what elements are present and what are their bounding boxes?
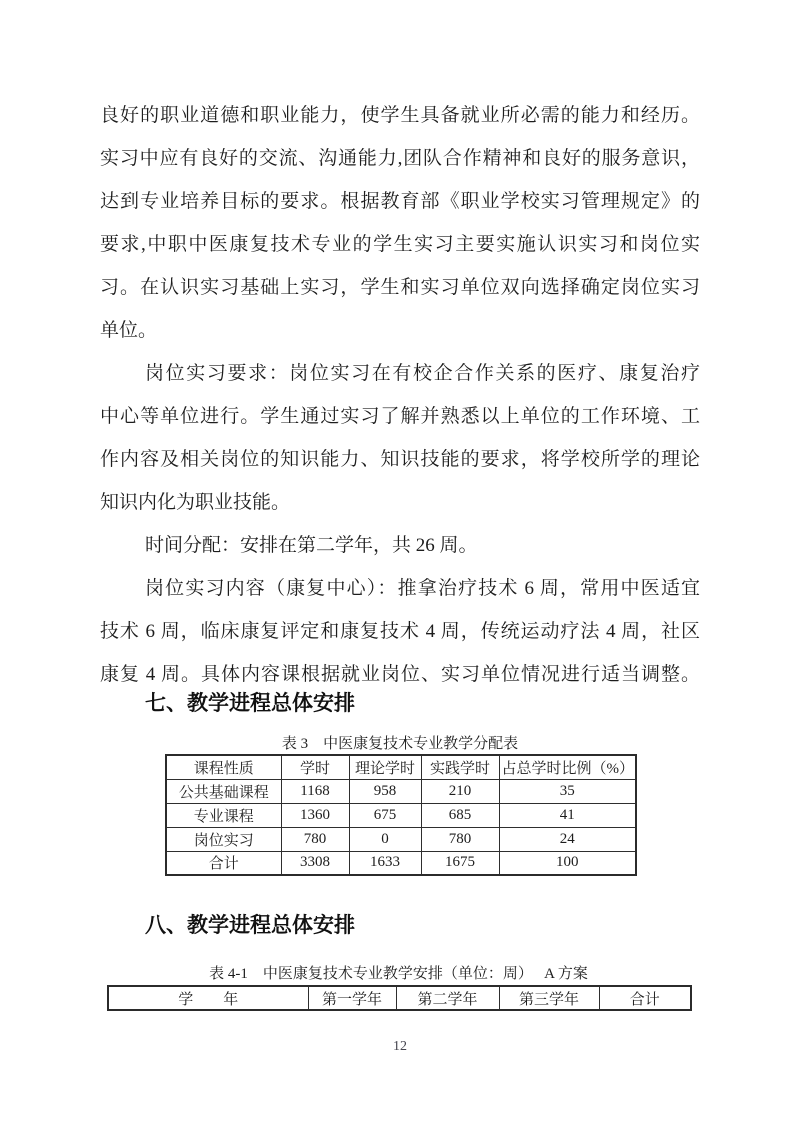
table3-cell: 1360	[281, 803, 349, 827]
table41-teaching-schedule	[107, 985, 692, 1011]
table3-cell: 685	[421, 803, 499, 827]
table3-cell: 780	[281, 827, 349, 851]
table3-header-cell: 课程性质	[166, 755, 281, 779]
table3-cell: 675	[349, 803, 421, 827]
body-text-line: 要求,中职中医康复技术专业的学生实习主要实施认识实习和岗位实	[100, 234, 700, 255]
body-text-line: 习。在认识实习基础上实习，学生和实习单位双向选择确定岗位实习	[100, 277, 700, 298]
body-text-line: 康复 4 周。具体内容课根据就业岗位、实习单位情况进行适当调整。	[100, 664, 700, 685]
table3-header-cell: 占总学时比例（%）	[499, 755, 636, 779]
table3-header-cell: 实践学时	[421, 755, 499, 779]
table3-cell: 210	[421, 779, 499, 803]
table3-cell: 780	[421, 827, 499, 851]
table41-header-cell: 第一学年	[308, 986, 396, 1010]
section-heading-eight: 八、教学进程总体安排	[145, 914, 355, 937]
body-text-line: 时间分配：安排在第二学年，共 26 周。	[145, 535, 478, 556]
table3-cell: 1633	[349, 851, 421, 875]
table3-header-cell: 学时	[281, 755, 349, 779]
paragraph-internship-overview	[100, 94, 700, 352]
body-text-line: 实习中应有良好的交流、沟通能力,团队合作精神和良好的服务意识，	[100, 148, 700, 169]
table3-cell: 0	[349, 827, 421, 851]
table3-cell: 958	[349, 779, 421, 803]
table3-cell: 合计	[166, 851, 281, 875]
table3-cell: 1675	[421, 851, 499, 875]
table41-caption: 表 4-1 中医康复技术专业教学安排（单位：周） A 方案	[209, 966, 588, 982]
table3-row	[166, 827, 636, 851]
table3-cell: 24	[499, 827, 636, 851]
table41-header-cell: 学 年	[108, 986, 308, 1010]
table3-row	[166, 803, 636, 827]
table3-row	[166, 851, 636, 875]
table41-header-row	[108, 986, 691, 1010]
table3-teaching-allocation	[165, 754, 637, 876]
table3-cell: 35	[499, 779, 636, 803]
table3-cell: 专业课程	[166, 803, 281, 827]
paragraph-internship-content	[100, 567, 700, 696]
table3-cell: 100	[499, 851, 636, 875]
body-text-line: 中心等单位进行。学生通过实习了解并熟悉以上单位的工作环境、工	[100, 406, 700, 427]
table3-cell: 公共基础课程	[166, 779, 281, 803]
table3-caption: 表 3 中医康复技术专业教学分配表	[281, 736, 519, 752]
table3-cell: 3308	[281, 851, 349, 875]
body-text-line: 达到专业培养目标的要求。根据教育部《职业学校实习管理规定》的	[100, 191, 700, 212]
page-number: 12	[393, 1039, 407, 1054]
paragraph-internship-requirements	[100, 352, 700, 524]
table3-cell: 41	[499, 803, 636, 827]
table3-header-cell: 理论学时	[349, 755, 421, 779]
body-text-line: 岗位实习要求：岗位实习在有校企合作关系的医疗、康复治疗	[145, 363, 700, 384]
table41-header-cell: 合计	[599, 986, 691, 1010]
table3-row	[166, 779, 636, 803]
table3-cell: 岗位实习	[166, 827, 281, 851]
table3-cell: 1168	[281, 779, 349, 803]
body-text-line: 技术 6 周，临床康复评定和康复技术 4 周，传统运动疗法 4 周，社区	[100, 621, 700, 642]
table3-header-row	[166, 755, 636, 779]
table41-header-cell: 第二学年	[396, 986, 499, 1010]
body-text-line: 良好的职业道德和职业能力，使学生具备就业所必需的能力和经历。	[100, 105, 700, 126]
paragraph-time-allocation	[100, 524, 700, 567]
section-heading-seven: 七、教学进程总体安排	[145, 692, 355, 715]
body-text-line: 单位。	[100, 320, 158, 341]
body-text-line: 作内容及相关岗位的知识能力、知识技能的要求，将学校所学的理论	[100, 449, 700, 470]
body-text-line: 岗位实习内容（康复中心）：推拿治疗技术 6 周，常用中医适宜	[145, 578, 700, 599]
table41-header-cell: 第三学年	[499, 986, 599, 1010]
body-text-line: 知识内化为职业技能。	[100, 492, 291, 513]
